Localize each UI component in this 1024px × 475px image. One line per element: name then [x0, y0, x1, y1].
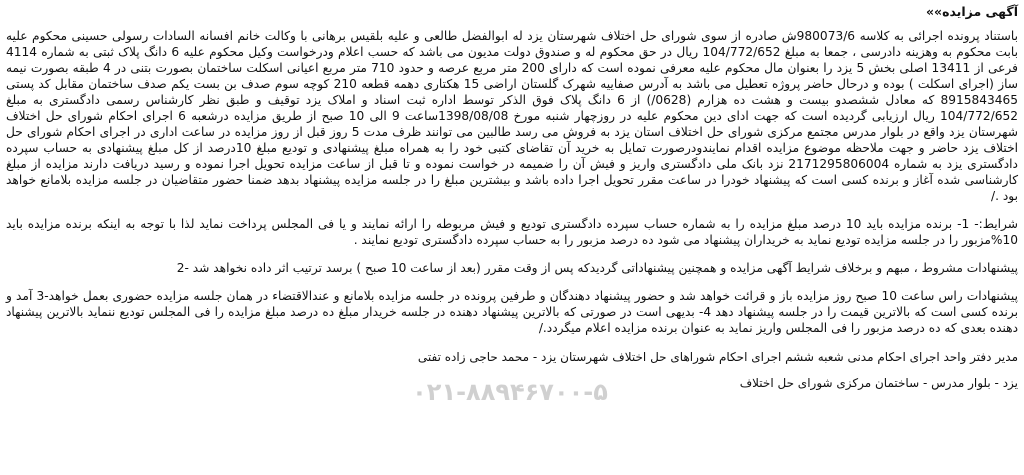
notice-title: آگهی مزایده»» — [925, 4, 1018, 19]
condition-2: پیشنهادات مشروط ، مبهم و برخلاف شرایط آگهی مزایده و همچنین پیشنهاداتی گردیدکه پس از وقت مقرر (بعد از ساعت 10 صبح ) برسد ترتیب اثر داده نخواهد شد -2 — [176, 261, 1018, 275]
address-line: یزد - بلوار مدرس - ساختمان مرکزی شورای حل اختلاف — [739, 376, 1018, 390]
spacer — [6, 248, 1018, 260]
spacer — [6, 204, 1018, 216]
condition-1: شرایط:- 1- برنده مزایده باید 10 درصد مبلغ مزایده را به شماره حساب سپرده دادگستری تودیع و فیش مربوطه را ارائه نمایند و یا فی المجلس پرداخت نماید لذا با توجه به اینکه برنده مزایده باید 10%مزبور را در جلسه مزایده تودیع نماید به خریداران پیشنهاد می شود ده درصد مزبور را به حساب سپرده دادگستری تودیع نمایند . — [6, 217, 1018, 247]
notice-body: باستناد پرونده اجرائی به کلاسه 980073/6ش صادره از سوی شورای حل اختلاف شهرستان یزد له ابوالفضل طالعی و علیه بلقیس برهانی با وکالت خانم افسانه السادات رسولی حسینی محکوم علیه بابت محکوم به وهزینه دادرسی ، جمعا به مبلغ 104/772/652 ریال در حق محکوم له و صندوق دولت مدیون می باشد که حسب اعلام ودرخواست وکیل محکوم علیه 6 دانگ پلاک ثبتی به شماره 4114 فرعی از 13411 اصلی بخش 5 یزد را بعنوان مال محکوم علیه معرفی نموده است که دارای 200 متر مربع عرصه و حدود 710 متر مربع اعیانی اسکلت ساختمان بصورت بتنی در 4 طبقه بصورت نیمه ساز (اجرای اسکلت ) بوده و درحال حاضر پروژه تعطیل می باشد به آدرس صفاییه شهرک گلستان اراضی 15 هکتاری دهمه قطعه 210 کوچه سوم صدف بن بست یکم صدف ساختمان مقابل کد پستی 8915843465 که معادل ششصدو بیست و هشت ده هزارم (0628/) از 6 دانگ پلاک فوق الذکر توسط اداره ثبت اسناد و املاک یزد توقیف و طبق نظر کارشناس رسمی دادگستری به مبلغ 104/772/652 ریال ارزیابی گردیده است که جهت ادای دین محکوم علیه در روزچهار شنبه مورخ 1398/08/08ساعت 9 الی 10 صبح از طریق مزایده درشعبه 6 اجرای احکام شورای حل اختلاف شهرستان یزد واقع در بلوار مدرس مجتمع مرکزی شورای حل اختلاف استان یزد به فروش می رسد طالبین می توانند ظرف مدت 5 روز قبل از روز مزایده در ساعت اداری در اجرای احکام شورای حل اختلاف یزد حاضر و جهت ملاحظه موضوع مزایده اقدام نمایندودرصورت تمایل به خرید آن تقاضای کتبی خود را به همراه مبلغ پیشنهادی و تودیع مبلغ 10درصد از کل مبلغ پیشنهادی به حساب سپرده دادگستری یزد به شماره 2171295806004 نزد بانک ملی دادگستری واریز و فیش آن را ضمیمه در خواست نموده و تا قبل از ساعت مزایده تحویل اجرا نموده و رسید دریافت دارند مزایده از مبلغ کارشناسی شده آغاز و برنده کسی است که پیشنهاد خودرا در ساعت مقرر تحویل اجرا داده باشد و بیشترین مبلغ را در جلسه مزایده پیشنهاد بدهد ضمنا حضور متقاضیان در جلسه مزایده بلامانع خواهد بود ./ — [6, 29, 1019, 203]
spacer — [6, 276, 1018, 288]
spacer — [6, 366, 1018, 374]
signature-line: مدیر دفتر واحد اجرای احکام مدنی شعبه ششم اجرای احکام شوراهای حل اختلاف شهرستان یزد - محمد حاجی زاده تفتی — [417, 350, 1018, 364]
phone-watermark: ۰۲۱-۸۸۹۴۶۷۰۰-۵ — [412, 378, 608, 406]
spacer — [6, 336, 1018, 348]
condition-3: پیشنهادات راس ساعت 10 صبح روز مزایده باز و قرائت خواهد شد و حضور پیشنهاد دهندگان و طرفین پرونده در جلسه مزایده بلامانع و عندالاقتضاء در همان جلسه مزایده حضوری بعمل خواهد-3 آمد و برنده کسی است که بالاترین قیمت را در جلسه پیشنهاد دهد 4- بدیهی است در صورتی که بالاترین پیشنهاد دهنده در جلسه خریدار مبلغ ده درصد مبلغ مزایده را فی المجلس تودیع ننماید بالاترین پیشنهاد دهنده بعدی که ده درصد مزبور را فی المجلس واریز نماید به عنوان برنده مزایده اعلام میگردد./ — [6, 289, 1018, 335]
